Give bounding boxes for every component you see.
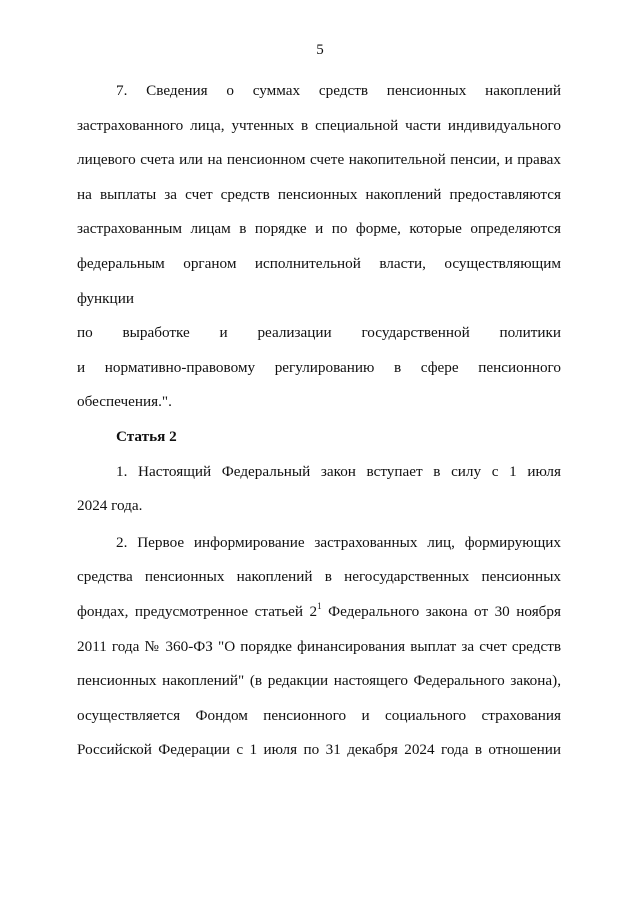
paragraph-7-line: на выплаты за счет средств пенсионных накоплений предоставляются — [77, 185, 561, 203]
line-text: фондах, предусмотренное статьей 2 — [77, 602, 318, 620]
paragraph-7-line: 7. Сведения о суммах средств пенсионных накоплений — [116, 82, 561, 99]
paragraph-7-line: федеральным органом исполнительной власти, осуществляющим функции — [77, 254, 561, 307]
article-2-item-1-line: 1. Настоящий Федеральный закон вступает в силу с 1 июля — [116, 462, 561, 480]
paragraph-7-line: и нормативно-правовому регулированию в сфере пенсионного — [77, 358, 561, 376]
superscript: 1 — [317, 600, 322, 611]
paragraph-7-line: застрахованным лицам в порядке и по форме, которые определяются — [77, 220, 561, 238]
article-2-item-2-line — [77, 595, 561, 630]
article-2-item-1-line: 2024 года. — [77, 497, 143, 515]
page-number: 5 — [316, 42, 324, 58]
article-2-item-2-line: Российской Федерации с 1 июля по 31 декабря 2024 года в отношении — [77, 741, 561, 759]
paragraph-7-line: по выработке и реализации государственной политики — [77, 324, 561, 342]
article-2-item-2-line: осуществляется Фондом пенсионного и социального страхования — [77, 706, 561, 724]
article-2-item-2-line: средства пенсионных накоплений в негосударственных пенсионных — [77, 568, 561, 586]
article-2-item-2-line: пенсионных накоплений" (в редакции настоящего Федерального закона), — [77, 672, 561, 690]
line-text: Федерального закона от 30 ноября — [321, 602, 561, 620]
article-2-item-2-line: 2. Первое информирование застрахованных лиц, формирующих — [116, 533, 561, 551]
paragraph-7-line: обеспечения.". — [77, 393, 172, 411]
article-heading: Статья 2 — [116, 427, 177, 445]
paragraph-7-line: застрахованного лица, учтенных в специальной части индивидуального — [77, 116, 561, 134]
article-2-item-2-line: 2011 года № 360-ФЗ "О порядке финансирования выплат за счет средств — [77, 637, 561, 655]
paragraph-7-line: лицевого счета или на пенсионном счете накопительной пенсии, и правах — [77, 151, 561, 169]
document-body — [77, 74, 561, 768]
